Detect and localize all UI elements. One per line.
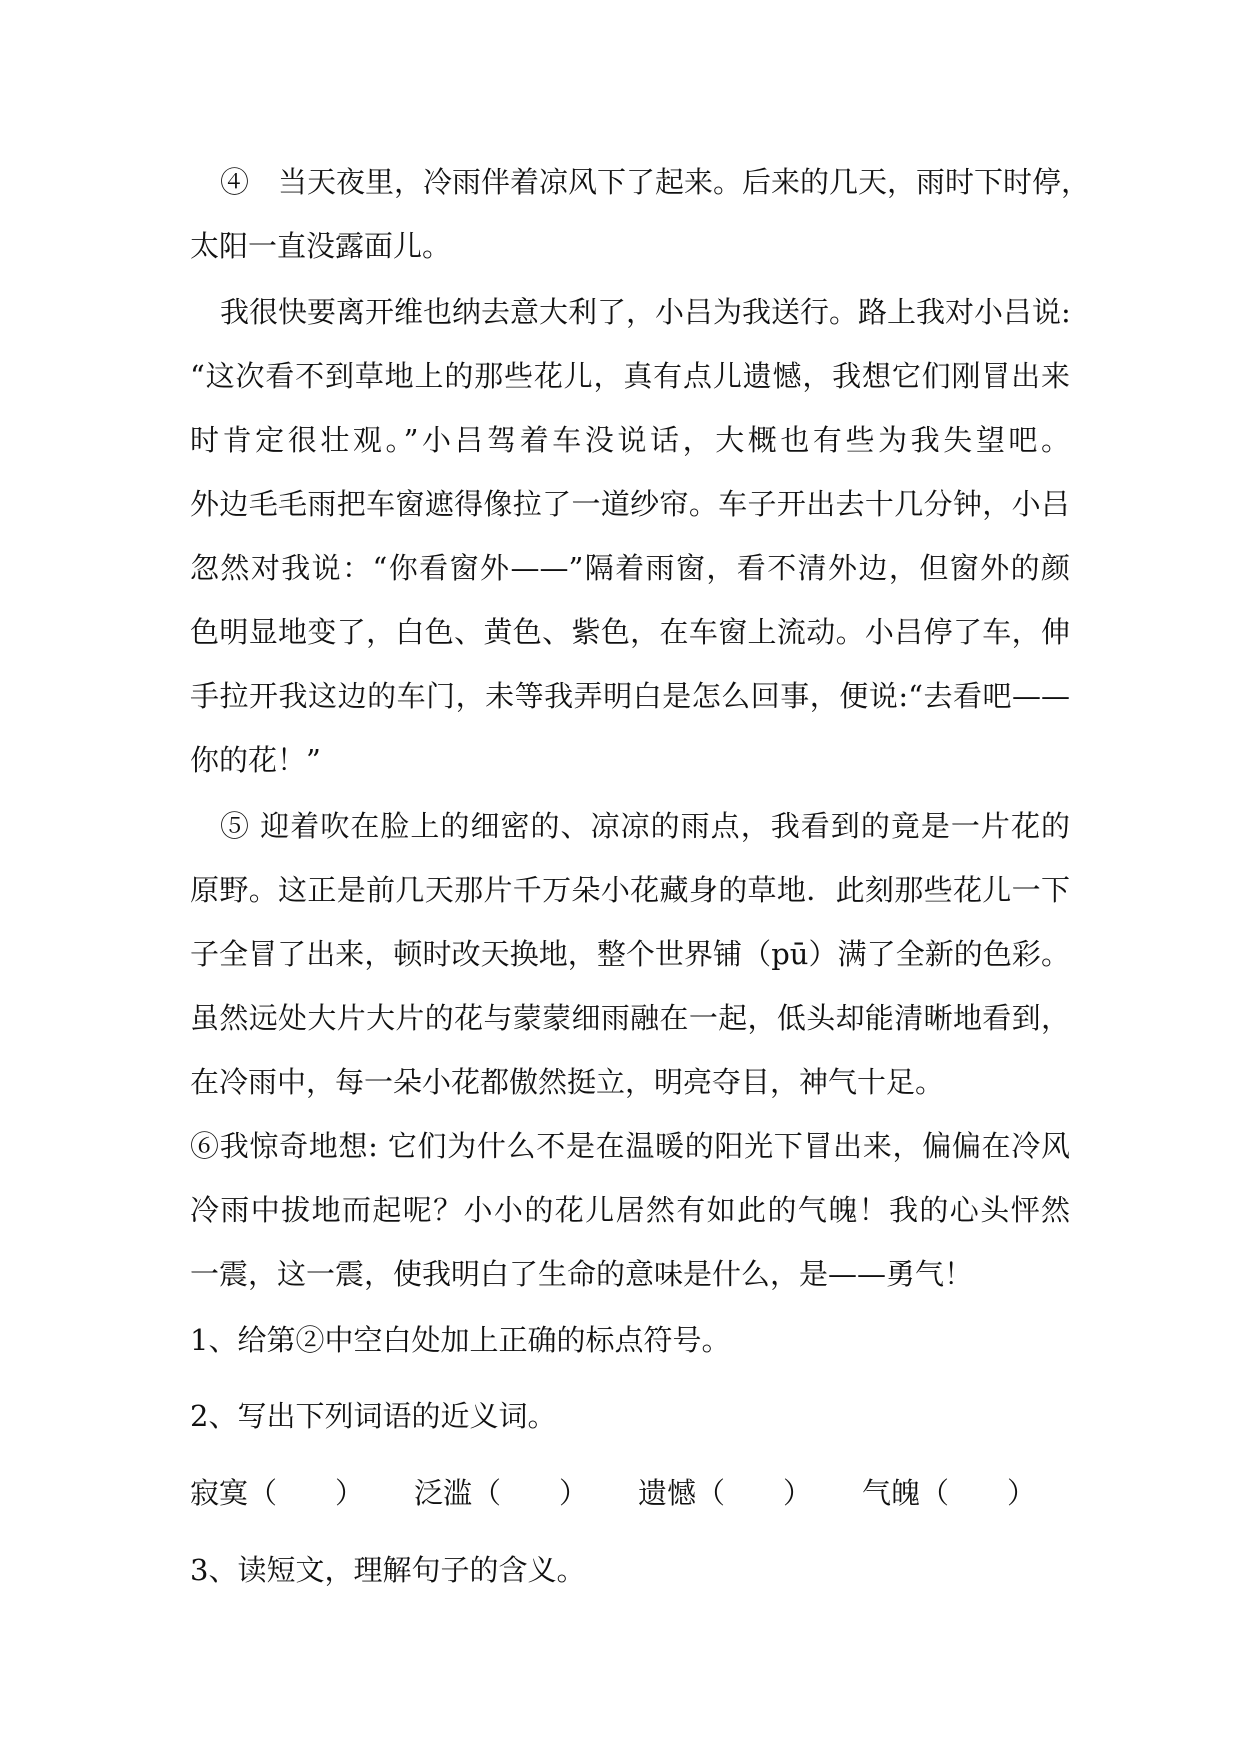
paragraph-5-line-5: 在冷雨中，每一朵小花都傲然挺立，明亮夺目，神气十足。 [190,1065,945,1099]
question-1: 1、给第②中空白处加上正确的标点符号。 [190,1323,731,1357]
paragraph-4-line-2: 太阳一直没露面儿。 [190,229,452,263]
paragraph-5-line-1: ⑤ 迎着吹在脸上的细密的、凉凉的雨点，我看到的竟是一片花的 [220,809,1070,843]
paragraph-4b-line-8: 你的花！” [190,743,321,777]
question-2: 2、写出下列词语的近义词。 [190,1399,557,1433]
question-3: 3、读短文，理解句子的含义。 [190,1553,586,1587]
paragraph-4b-line-3: 时肯定很壮观。”小吕驾着车没说话，大概也有些为我失望吧。 [190,423,1070,457]
paragraph-6-line-3: 一震，这一震，使我明白了生命的意味是什么，是——勇气！ [190,1257,974,1291]
paragraph-4-line-1: ④ 当天夜里，冷雨伴着凉风下了起来。后来的几天，雨时下时停， [220,165,1091,199]
paragraph-4b-line-5: 忽然对我说：“你看窗外——”隔着雨窗，看不清外边，但窗外的颜 [190,551,1070,585]
paragraph-5-line-3: 子全冒了出来，顿时改天换地，整个世界铺（pū）满了全新的色彩。 [190,937,1070,971]
paragraph-4b-line-6: 色明显地变了，白色、黄色、紫色，在车窗上流动。小吕停了车，伸 [190,615,1070,649]
paragraph-6-line-1: ⑥我惊奇地想: 它们为什么不是在温暖的阳光下冒出来，偏偏在冷风 [190,1129,1070,1163]
synonym-word-row [190,1469,1086,1517]
word-blank-3[interactable]: 遗憾（ ） [638,1476,813,1510]
paragraph-4b-line-2: “这次看不到草地上的那些花儿，真有点儿遗憾，我想它们刚冒出来 [190,359,1070,393]
paragraph-5-line-2: 原野。这正是前几天那片千万朵小花藏身的草地．此刻那些花儿一下 [190,873,1070,907]
word-blank-1[interactable]: 寂寞（ ） [190,1476,365,1510]
word-blank-4[interactable]: 气魄（ ） [862,1476,1037,1510]
paragraph-4b-line-4: 外边毛毛雨把车窗遮得像拉了一道纱帘。车子开出去十几分钟，小吕 [190,487,1070,521]
paragraph-5-line-4: 虽然远处大片大片的花与蒙蒙细雨融在一起，低头却能清晰地看到， [190,1001,1070,1035]
word-blank-2[interactable]: 泛滥（ ） [414,1476,589,1510]
paragraph-4b-line-7: 手拉开我这边的车门，未等我弄明白是怎么回事，便说:“去看吧—— [190,679,1070,713]
paragraph-6-line-2: 冷雨中拔地而起呢？小小的花儿居然有如此的气魄！我的心头怦然 [190,1193,1070,1227]
paragraph-4b-line-1: 我很快要离开维也纳去意大利了，小吕为我送行。路上我对小吕说: [220,295,1071,329]
